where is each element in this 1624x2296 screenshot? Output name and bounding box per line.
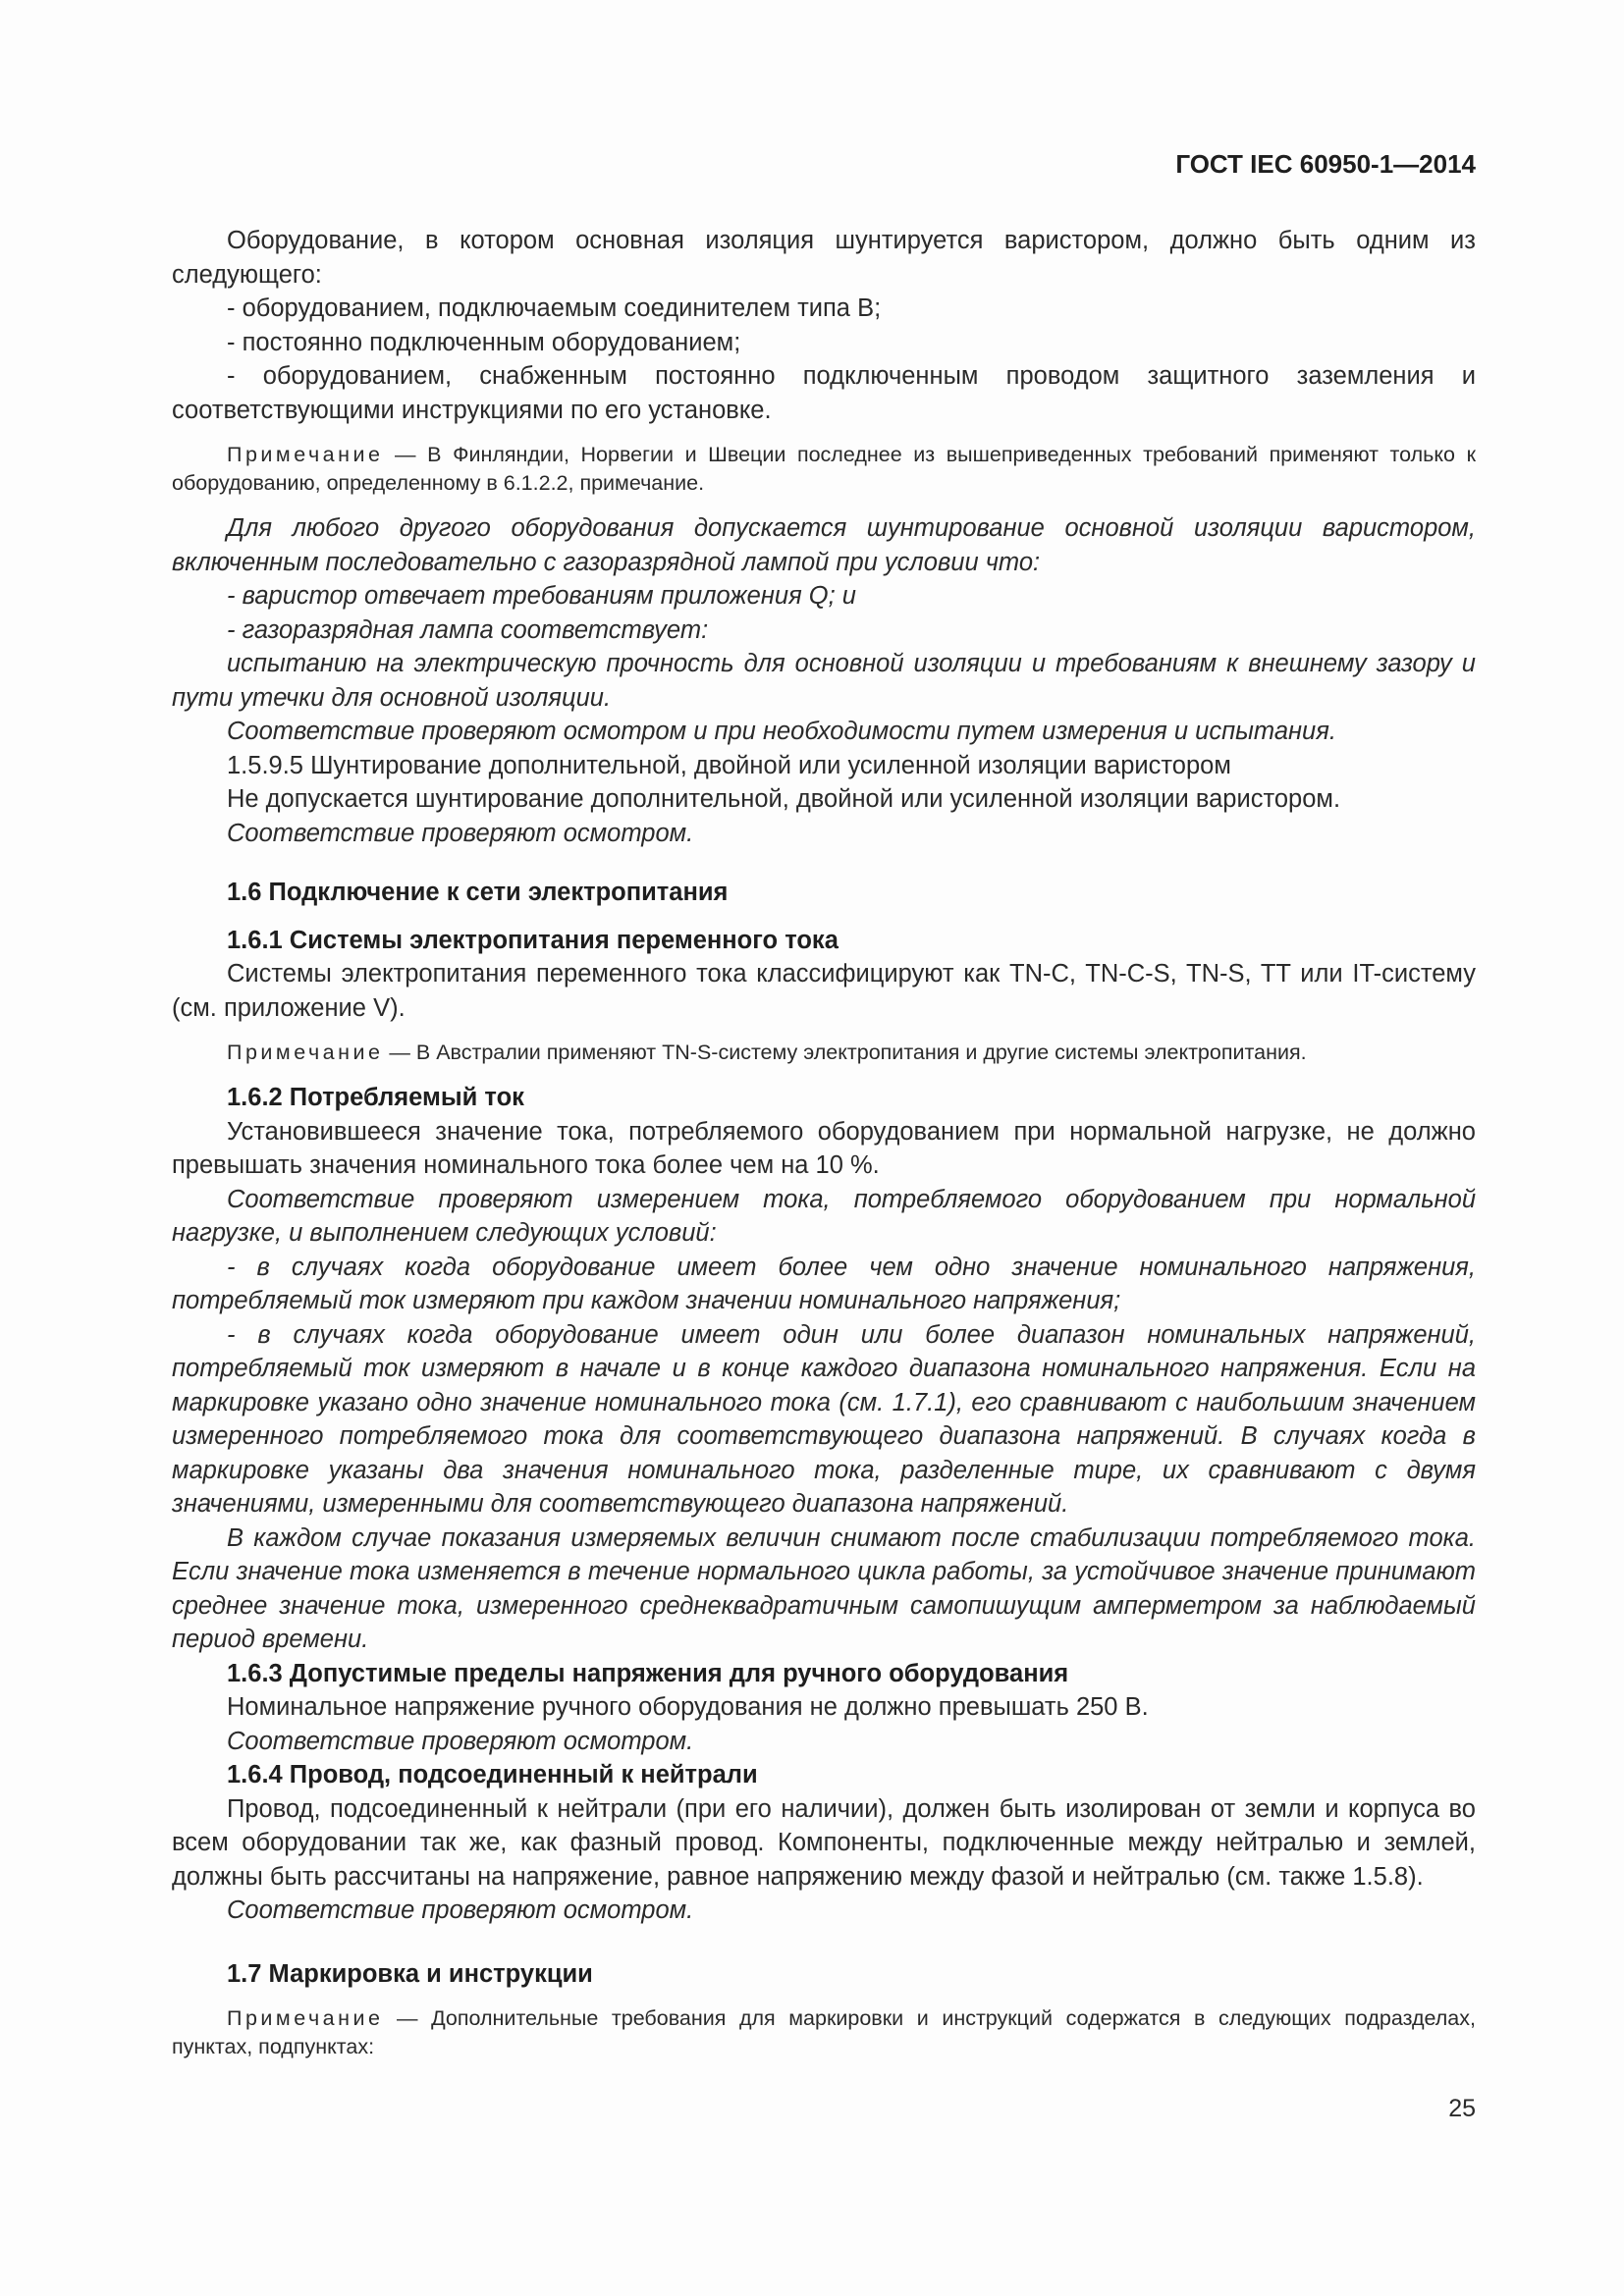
compliance-statement: Соответствие проверяют осмотром. [227,1896,694,1924]
note [172,2004,1476,2061]
subsection-heading: 1.6.2 Потребляемый ток [227,1084,524,1111]
italic-paragraph: В каждом случае показания измеряемых величин снимают после стабилизации потребляемого тока. Если значение тока изменяется в течение нормального цикла работы, за устойчивое значение принимают среднее значение тока, измеренного среднеквадратичным самопишущим амперметром за наблюдаемый период времени. [172,1523,1476,1653]
italic-list-item: - газоразрядная лампа соответствует: [227,615,709,644]
italic-paragraph: Для любого другого оборудования допускается шунтирование основной изоляции варистором, включенным последовательно с газоразрядной лампой при условии что: [172,514,1476,576]
subsection-heading: 1.6.1 Системы электропитания переменного тока [227,926,839,954]
section-heading: 1.7 Маркировка и инструкции [227,1959,593,1988]
list-item: - оборудованием, подключаемым соединителем типа В; [227,294,882,322]
note-text: — Дополнительные требования для маркировки и инструкций содержатся в следующих подразделах, пунктах, подпунктах: [172,2006,1476,2058]
compliance-statement: Соответствие проверяют осмотром. [227,819,694,847]
note-label: Примечание [227,1041,384,1064]
italic-list-item: - в случаях когда оборудование имеет более чем одно значение номинального напряжения, потребляемый ток измеряют при каждом значении номинального напряжения; [172,1253,1476,1314]
italic-list-item: - в случаях когда оборудование имеет один или более диапазон номинальных напряжений, потребляемый ток измеряют в начале и в конце каждого диапазона номинального напряжения. Если на маркировке указано одно значение номинального тока (см. 1.7.1), его сравнивают с наибольшим значением измеренного потребляемого тока для соответствующего диапазона напряжений. В случаях когда в маркировке указаны два значения номинального тока, разделенные тире, их сравнивают с двумя значениями, измеренными для соответствующего диапазона напряжений. [172,1320,1476,1518]
italic-paragraph: Соответствие проверяют измерением тока, потребляемого оборудованием при нормальной нагрузке, и выполнением следующих условий: [172,1185,1476,1247]
italic-list-item: - варистор отвечает требованиям приложения Q; и [227,582,856,610]
clause-title: 1.5.9.5 Шунтирование дополнительной, двойной или усиленной изоляции варистором [227,751,1231,779]
page-number: 25 [1448,2095,1476,2122]
paragraph: Системы электропитания переменного тока классифицируют как TN-C, TN-C-S, TN-S, TT или IT-систему (см. приложение V). [172,960,1476,1022]
note-label: Примечание [227,443,384,466]
paragraph: Не допускается шунтирование дополнительной, двойной или усиленной изоляции варистором. [227,785,1341,813]
subsection-heading: 1.6.4 Провод, подсоединенный к нейтрали [227,1761,758,1789]
paragraph: Оборудование, в котором основная изоляция шунтируется варистором, должно быть одним из следующего: [172,227,1476,289]
subsection-heading: 1.6.3 Допустимые пределы напряжения для ручного оборудования [227,1659,1069,1687]
note-text: — В Австралии применяют TN-S-систему электропитания и другие системы электропитания. [383,1041,1307,1064]
note [172,441,1476,498]
italic-paragraph: испытанию на электрическую прочность для основной изоляции и требованиям к внешнему зазору и пути утечки для основной изоляции. [172,650,1476,712]
note [172,1039,1476,1067]
note-text: — В Финляндии, Норвегии и Швеции последнее из вышеприведенных требований применяют только к оборудованию, определенному в 6.1.2.2, примечание. [172,443,1476,495]
paragraph: Установившееся значение тока, потребляемого оборудованием при нормальной нагрузке, не должно превышать значения номинального тока более чем на 10 %. [172,1117,1476,1179]
paragraph: Провод, подсоединенный к нейтрали (при его наличии), должен быть изолирован от земли и корпуса во всем оборудовании так же, как фазный провод. Компоненты, подключенные между нейтралью и землей, должны быть рассчитаны на напряжение, равное напряжению между фазой и нейтралью (см. также 1.5.8). [172,1794,1476,1891]
section-heading: 1.6 Подключение к сети электропитания [227,879,729,906]
compliance-statement: Соответствие проверяют осмотром и при необходимости путем измерения и испытания. [227,718,1336,745]
list-item: - оборудованием, снабженным постоянно подключенным проводом защитного заземления и соответствующими инструкциями по его установке. [172,362,1476,424]
list-item: - постоянно подключенным оборудованием; [227,328,741,356]
page-body [172,224,1476,2061]
note-label: Примечание [227,2006,384,2030]
compliance-statement: Соответствие проверяют осмотром. [227,1727,694,1755]
document-standard-id: ГОСТ IEC 60950-1—2014 [1175,149,1476,179]
paragraph: Номинальное напряжение ручного оборудования не должно превышать 250 В. [227,1693,1149,1721]
